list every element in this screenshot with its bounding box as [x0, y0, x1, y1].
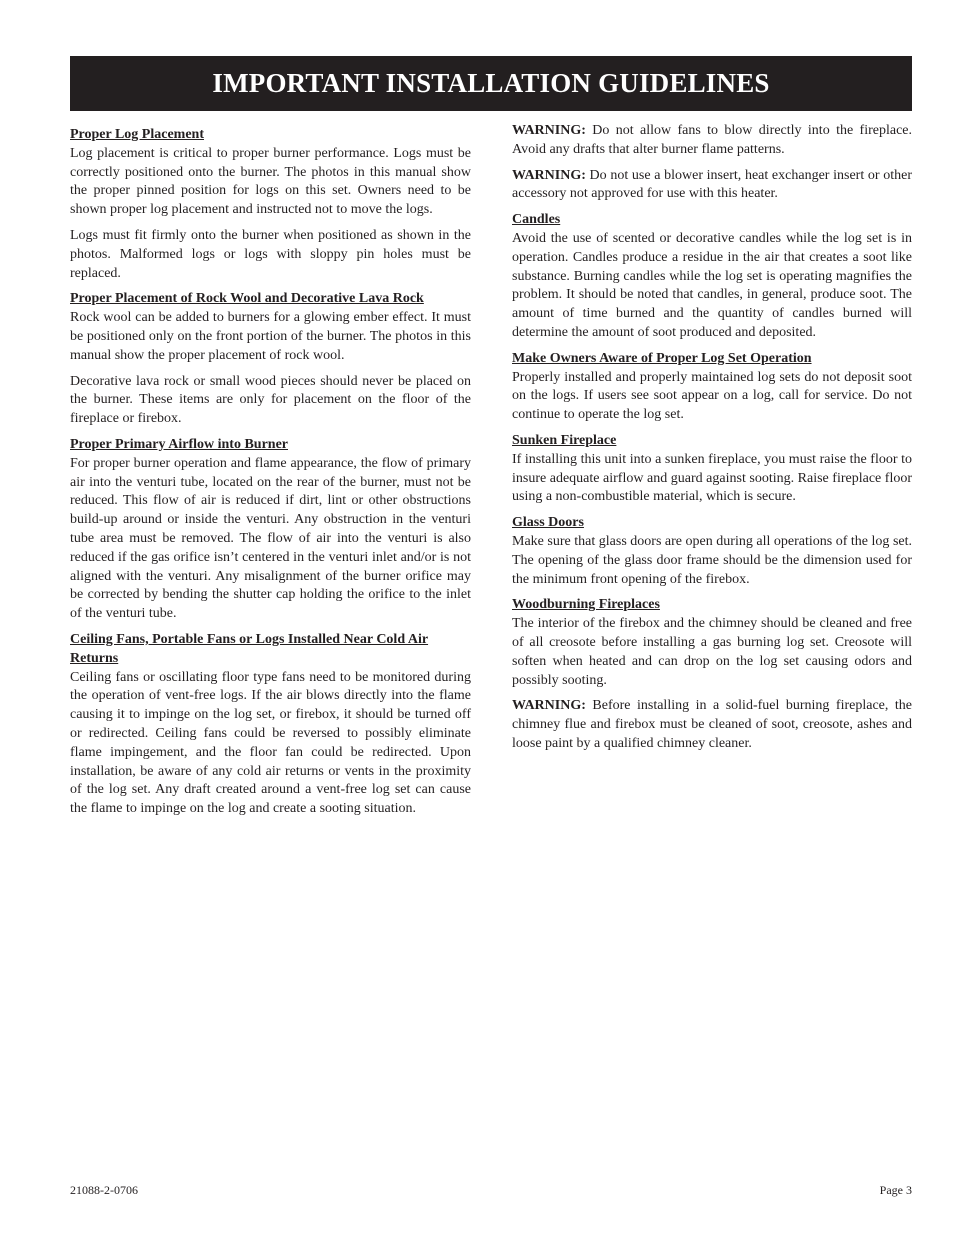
section-sunken-fireplace	[512, 432, 912, 507]
paragraph: Properly installed and properly maintained log sets do not deposit soot on the logs. If users see soot appear on a log, call for service. Do not continue to operate the log set.	[512, 369, 912, 423]
paragraph: Logs must fit firmly onto the burner when positioned as shown in the photos. Malformed logs or logs with sloppy pin holes must be replaced.	[70, 227, 471, 281]
section-heading: Proper Placement of Rock Wool and Decorative Lava Rock	[70, 291, 424, 307]
section-candles	[512, 211, 912, 343]
warning-label: WARNING:	[512, 167, 586, 183]
paragraph: Avoid the use of scented or decorative candles while the log set is in operation. Candles produce a residue in the air that creates a soot like substance. Burning candles while the log set is operating magnifies the problem. It should be noted that candles, in general, produce soot. The amount of time burned and the quantity of candles burned will determine the amount of soot produced and deposited.	[512, 230, 912, 340]
paragraph: If installing this unit into a sunken fireplace, you must raise the floor to insure adequate airflow and guard against sooting. Raise fireplace floor using a non-combustible material, which is secure.	[512, 451, 912, 505]
section-owners-aware	[512, 350, 912, 425]
section-heading: Woodburning Fireplaces	[512, 597, 660, 613]
section-heading: Ceiling Fans, Portable Fans or Logs Installed Near Cold Air Returns	[70, 631, 429, 666]
warning-text: Do not allow fans to blow directly into the fireplace. Avoid any drafts that alter burner flame patterns.	[512, 123, 912, 157]
section-heading: Sunken Fireplace	[512, 432, 617, 448]
warning-fans	[512, 122, 912, 160]
left-column	[70, 126, 471, 826]
section-ceiling-fans	[70, 631, 471, 819]
section-glass-doors	[512, 514, 912, 589]
warning-text: Before installing in a solid-fuel burning fireplace, the chimney flue and firebox must be cleaned of soot, creosote, ashes and loose paint by a qualified chimney cleaner.	[512, 698, 912, 751]
paragraph: Ceiling fans or oscillating floor type fans need to be monitored during the operation of vent-free logs. If the air blows directly into the flame causing it to impinge on the log set, or firebox, it should be turned off or redirected. Ceiling fans could be reversed to possibly eliminate flame impingement, and the floor fan could be redirected. Upon installation, be aware of any cold air returns or vents in the proximity of the log set. Any draft created around a vent-free log set can cause the flame to impinge on the log and create a sooting situation.	[70, 669, 471, 817]
section-heading: Make Owners Aware of Proper Log Set Operation	[512, 350, 812, 366]
section-heading: Proper Primary Airflow into Burner	[70, 436, 288, 452]
page-number: Page 3	[879, 1183, 912, 1197]
section-rock-wool	[70, 290, 471, 429]
section-heading: Glass Doors	[512, 515, 584, 531]
warning-solid-fuel	[512, 697, 912, 753]
paragraph: For proper burner operation and flame appearance, the flow of primary air into the venturi tube, located on the rear of the burner, must not be reduced. This flow of air is reduced if dirt, lint or other obstructions build-up around or inside the venturi. Any obstruction in the venturi tube area must be removed. The flow of air into the venturi is also reduced if the gas orifice isn’t centered in the venturi inlet and/or is not aligned with the venturi. Any misalignment of the burner orifice may be corrected by bending the shutter cap holding the orifice to the inlet of the venturi tube.	[70, 455, 471, 622]
warning-blower	[512, 167, 912, 205]
doc-number: 21088-2-0706	[70, 1183, 138, 1197]
title-banner	[70, 56, 912, 111]
right-column	[512, 122, 912, 761]
paragraph: Make sure that glass doors are open during all operations of the log set. The opening of the glass door frame should be the dimension used for the minimum front opening of the firebox.	[512, 533, 912, 587]
warning-text: Do not use a blower insert, heat exchanger insert or other accessory not approved for use with this heater.	[512, 167, 912, 202]
paragraph: Decorative lava rock or small wood pieces should never be placed on the burner. These items are only for placement on the floor of the fireplace or firebox.	[70, 373, 471, 427]
paragraph: Log placement is critical to proper burner performance. Logs must be correctly positioned onto the burner. The photos in this manual show the proper pinned position for logs on this set. Owners need to be shown proper log placement and instructed not to move the logs.	[70, 145, 471, 218]
section-heading: Candles	[512, 212, 561, 228]
warning-label: WARNING:	[512, 698, 586, 714]
section-log-placement	[70, 126, 471, 283]
section-primary-airflow	[70, 436, 471, 624]
warning-label: WARNING:	[512, 123, 586, 138]
paragraph: The interior of the firebox and the chimney should be cleaned and free of all creosote before installing a gas burning log set. Creosote will soften when heated and can drop on the log set causing odors and possibly sooting.	[512, 616, 912, 688]
section-heading: Proper Log Placement	[70, 127, 205, 142]
paragraph: Rock wool can be added to burners for a glowing ember effect. It must be positioned only on the front portion of the burner. The photos in this manual show the proper placement of rock wool.	[70, 310, 471, 363]
page-title: IMPORTANT INSTALLATION GUIDELINES	[212, 68, 770, 98]
section-woodburning	[512, 596, 912, 690]
